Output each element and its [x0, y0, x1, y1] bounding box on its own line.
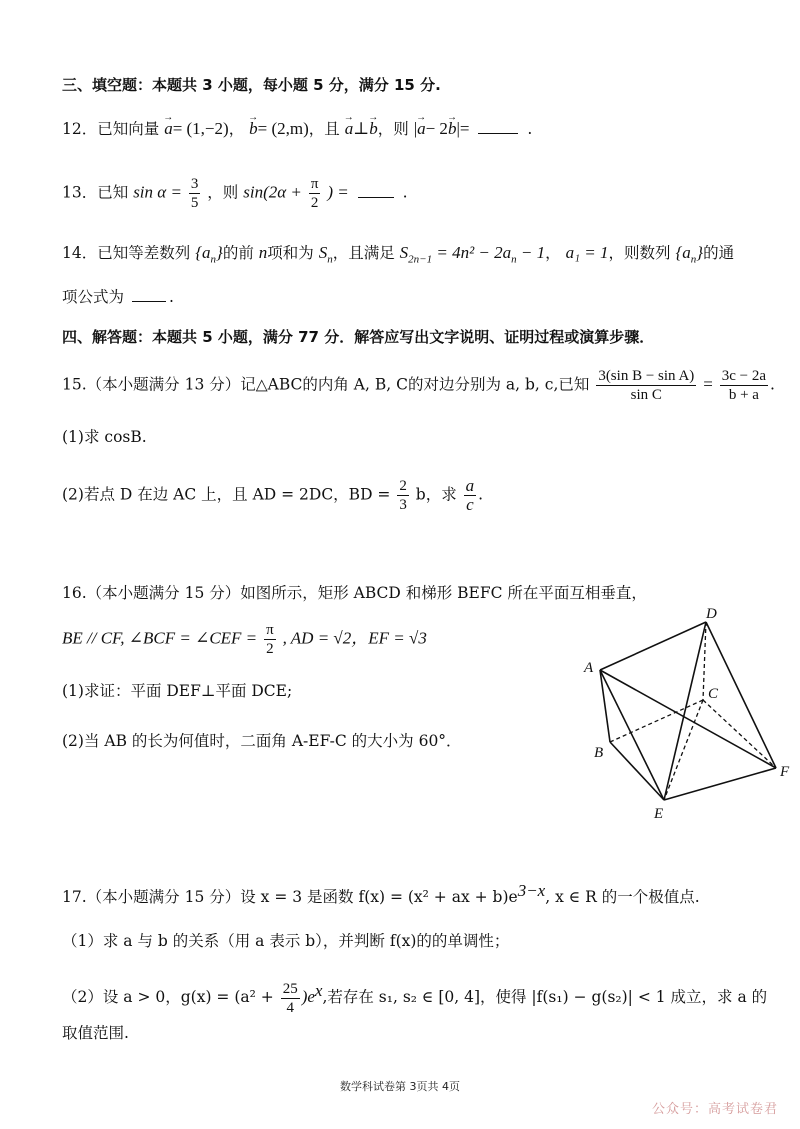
q17-lead: 17.（本小题满分 15 分）设 x = 3 是函数 f(x) = (x² + ax + b)e: [62, 888, 518, 907]
n-var: n: [258, 243, 268, 262]
q15-eq: =: [703, 374, 713, 394]
q15-lhs-fraction: $\frac{\text{3(sin B − sin A)}}{\text{sin C}}$: [598, 368, 695, 403]
q12-end: .: [527, 120, 533, 138]
q14-text-6: ，则数列: [608, 244, 671, 262]
q12-text: 已知向量: [97, 120, 160, 138]
q16-conditions: [62, 622, 427, 657]
q17-part-2-line-2: 取值范围.: [62, 1024, 129, 1042]
label-d: D: [706, 606, 717, 622]
q17-p2-exponent: x: [314, 981, 323, 1000]
q12-eq: =: [459, 119, 470, 138]
edge-ad: [600, 622, 706, 670]
vector-a: → a: [164, 118, 173, 140]
q14-text-3: 项和为: [267, 244, 314, 262]
q14-end: .: [168, 288, 174, 306]
question-12: [62, 118, 532, 140]
q13-end: .: [402, 183, 408, 202]
q15-part-2: [62, 478, 483, 513]
seq-an-2: $\{a_n\}$: [675, 243, 704, 266]
q12-vec-a-def: = (1,−2): [172, 119, 229, 138]
q15-part-1: (1)求 cosB.: [62, 428, 147, 446]
q17-p2-text: （2）设 a > 0，g(x) = (a² +: [62, 988, 274, 1007]
q14-text: 已知等差数列: [97, 244, 191, 262]
q13-number: 13．: [62, 183, 98, 202]
q13-expr-left: sin(2α +: [243, 182, 302, 202]
q17-lead-tail: , x ∈ R 的一个极值点.: [545, 888, 700, 907]
q17-part-1: （1）求 a 与 b 的关系（用 a 表示 b），并判断 f(x)的的单调性；: [62, 932, 510, 950]
q13-sin-alpha: sin α =: [133, 182, 182, 202]
label-f: F: [780, 764, 790, 780]
watermark: 公众号：高考试卷君: [651, 1102, 778, 1117]
a1-value: a₁ = 1: [565, 243, 609, 262]
perp-symbol: ⊥: [353, 119, 370, 138]
q14-text-7: 的通: [703, 244, 735, 262]
section-3-heading: 三、填空题：本题共 3 小题，每小题 5 分，满分 15 分.: [62, 76, 441, 94]
edge-af: [600, 670, 776, 768]
q15-p2-text: (2)若点 D 在边 AC 上，且 AD = 2DC，BD =: [62, 485, 391, 504]
q13-expr-right: ) =: [327, 182, 349, 202]
question-16: 16.（本小题满分 15 分）如图所示，矩形 ABCD 和梯形 BEFC 所在平面互相垂直，: [62, 584, 647, 602]
q17-part-2: [62, 980, 767, 1016]
abs-expression: |→ a− 2→ b|: [414, 119, 460, 138]
q14-text-4: ，且满足: [332, 244, 395, 262]
vector-b: → b: [249, 118, 258, 140]
question-14-line-2: [62, 286, 174, 308]
label-a: A: [584, 660, 594, 676]
q14-condition: $S_{2n-1} = 4n^2 - 2a_n - 1$: [399, 243, 546, 266]
section-4-heading: 四、解答题：本题共 5 小题，满分 77 分．解答应写出文字说明、证明过程或演算步骤．: [62, 328, 655, 346]
vector-a-2: → a: [345, 118, 354, 140]
edge-de: [664, 622, 706, 800]
q12-number: 12．: [62, 120, 98, 138]
q17-p2-exp-base: )e: [301, 987, 315, 1007]
q12-text-3: ，则: [377, 120, 409, 138]
sum-sn: $S_n$: [318, 243, 333, 266]
seq-an: $\{a_n\}$: [195, 243, 223, 266]
fraction-25-4: $\frac{25}{4}$: [282, 980, 298, 1016]
q14-sep: ，: [545, 244, 561, 262]
question-17: [62, 880, 700, 908]
geometry-figure: [570, 600, 800, 830]
q15-rhs-fraction: $\frac{3c - 2a}{b + a}$: [721, 368, 767, 403]
fraction-2-3: $\frac{2}{3}$: [399, 478, 407, 513]
q16-cond-b: , AD = √2，EF = √3: [282, 628, 427, 648]
question-13: [62, 176, 408, 211]
q14-line2-text: 项公式为: [62, 288, 125, 306]
label-e: E: [654, 806, 664, 822]
question-15: [62, 368, 775, 403]
label-b: B: [594, 745, 604, 761]
q16-cond-a: BE // CF, ∠BCF = ∠CEF =: [62, 628, 258, 648]
q17-exponent: 3−x: [517, 881, 546, 900]
q16-part-2: (2)当 AB 的长为何值时，二面角 A-EF-C 的大小为 60°．: [62, 732, 462, 750]
q13-text: 已知: [97, 183, 129, 202]
fraction-pi-2-q16: $\frac{\pi}{2}$: [266, 622, 274, 657]
vector-b-2: → b: [369, 118, 378, 140]
answer-blank-14[interactable]: [132, 287, 166, 302]
answer-blank-12[interactable]: [478, 119, 518, 134]
q15-p2-end: .: [478, 485, 484, 504]
q14-text-2: 的前: [222, 244, 254, 262]
q14-number: 14．: [62, 244, 98, 262]
page-footer: 数学科试卷第 3页共 4页: [340, 1080, 460, 1093]
edge-ef: [664, 768, 776, 800]
q12-text-2: ，且: [308, 120, 340, 138]
q17-p2-text-2: ,若存在 s₁, s₂ ∈ [0, 4]，使得 |f(s₁) − g(s₂)| < 1 成立，求 a 的: [322, 988, 768, 1007]
edge-be: [610, 742, 664, 800]
answer-blank-13[interactable]: [358, 183, 394, 198]
label-c: C: [708, 686, 719, 702]
q15-lead: 15.（本小题满分 13 分）记△ABC的内角 A, B, C的对边分别为 a, b, c,已知: [62, 375, 590, 394]
question-14: [62, 242, 734, 270]
fraction-3-5: $\frac{3}{5}$: [190, 176, 199, 211]
q13-text-2: ，则: [207, 183, 239, 202]
q15-p2-text-2: b，求: [415, 485, 457, 504]
q16-part-1: (1)求证：平面 DEF⊥平面 DCE;: [62, 682, 293, 700]
fraction-pi-2: $\frac{\pi}{2}$: [310, 176, 319, 211]
q12-sep: ，: [228, 120, 245, 138]
q15-end: .: [770, 375, 775, 394]
q12-vec-b-def: = (2,m): [257, 119, 309, 138]
fraction-a-c: $\frac{a}{c}$: [465, 476, 475, 514]
